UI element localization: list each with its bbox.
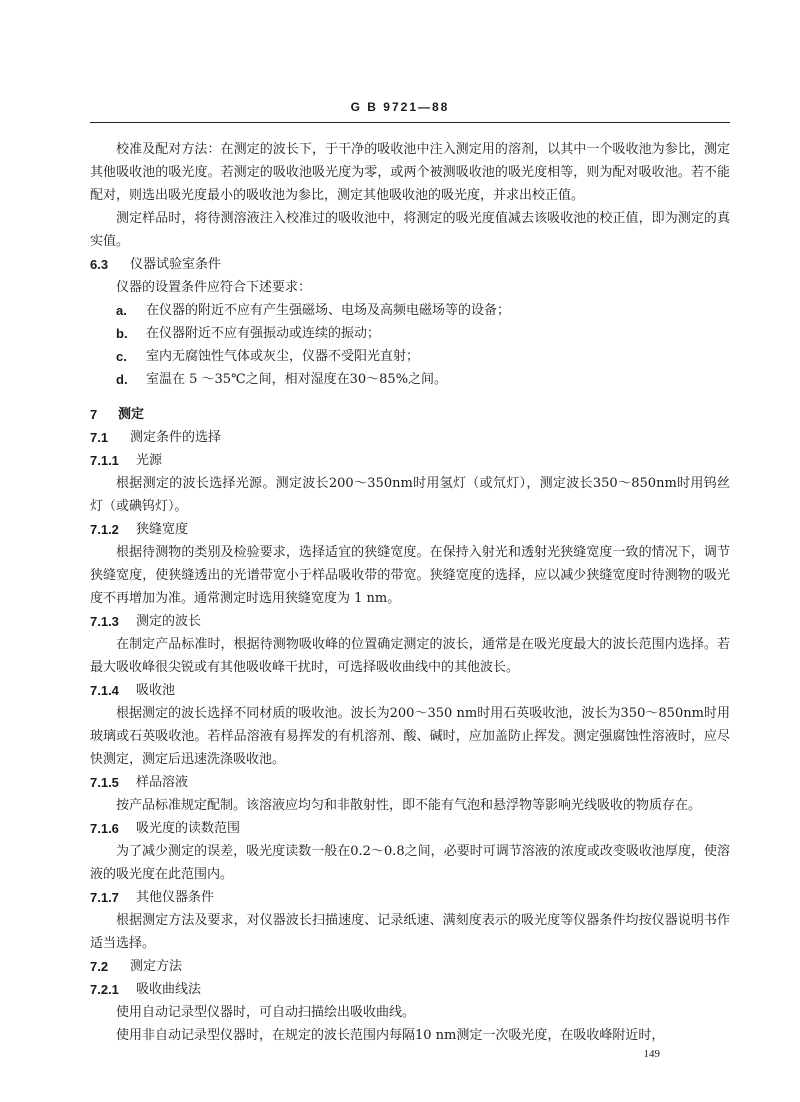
- section-title: 测定条件的选择: [130, 430, 222, 445]
- paragraph: 在制定产品标准时，根据待测物吸收峰的位置确定测定的波长，通常是在吸光度最大的波长范围内选择。若最大吸收峰很尖锐或有其他吸收峰干扰时，可选择吸收曲线中的其他波长。: [90, 637, 730, 675]
- paragraph: 按产品标准规定配制。该溶液应均匀和非散射性，即不能有气泡和悬浮物等影响光线吸收的物质存在。: [116, 798, 702, 813]
- section-number: 7: [90, 407, 98, 422]
- section-title: 测定的波长: [136, 614, 202, 629]
- paragraph: 测定样品时，将待测溶液注入校准过的吸收池中，将测定的吸光度值减去该吸收池的校正值，即为测定的真实值。: [90, 211, 730, 249]
- section-title: 吸光度的读数范围: [136, 821, 241, 836]
- paragraph: 根据测定的波长选择光源。测定波长200～350nm时用氢灯（或氘灯），测定波长350～850nm时用钨丝灯（或碘钨灯）。: [90, 476, 730, 514]
- header-rule: [90, 122, 730, 123]
- section-heading-7-1-5: [90, 771, 730, 794]
- list-item: [90, 322, 730, 345]
- section-heading-7-1: [90, 426, 730, 449]
- paragraph: 根据待测物的类别及检验要求，选择适宜的狭缝宽度。在保持入射光和透射光狭缝宽度一致的情况下，调节狭缝宽度，使狭缝透出的光谱带宽小于样品吸收带的带宽。狭缝宽度的选择，应以减少狭缝宽度时待测物的吸光度不再增加为准。通常测定时选用狭缝宽度为 1 nm。: [90, 545, 730, 606]
- paragraph: 仪器的设置条件应符合下述要求：: [116, 280, 312, 295]
- section-heading-7-2-1: [90, 978, 730, 1001]
- list-item: [90, 345, 730, 368]
- standard-header: G B 9721—88: [350, 100, 450, 114]
- section-heading-7-1-3: [90, 610, 730, 633]
- section-number: 6.3: [90, 257, 109, 272]
- section-number: 7.1.5: [90, 775, 119, 790]
- list-item-label: d.: [116, 372, 128, 387]
- paragraph: 校准及配对方法：在测定的波长下，于干净的吸收池中注入测定用的溶剂，以其中一个吸收池为参比，测定其他吸收池的吸光度。若测定的吸收池吸光度为零，或两个被测吸收池的吸光度相等，则为配对吸收池。若不能配对，则选出吸光度最小的吸收池为参比，测定其他吸收池的吸光度，并求出校正值。: [90, 142, 730, 203]
- section-number: 7.1.2: [90, 522, 119, 537]
- section-number: 7.2: [90, 959, 109, 974]
- section-title: 吸收曲线法: [136, 982, 202, 997]
- section-heading-7-1-2: [90, 518, 730, 541]
- section-heading-7-1-4: [90, 679, 730, 702]
- section-heading-7-1-1: [90, 449, 730, 472]
- list-item-label: b.: [116, 326, 128, 341]
- section-title: 其他仪器条件: [136, 890, 215, 905]
- section-title: 仪器试验室条件: [130, 257, 222, 272]
- list-item: [90, 299, 730, 322]
- section-gap: [90, 391, 730, 403]
- section-heading-7-2: [90, 955, 730, 978]
- paragraph: 使用非自动记录型仪器时，在规定的波长范围内每隔10 nm测定一次吸光度，在吸收峰附近时，: [116, 1028, 665, 1043]
- section-title: 样品溶液: [136, 775, 189, 790]
- paragraph: 根据测定的波长选择不同材质的吸收池。波长为200～350 nm时用石英吸收池，波长为350～850nm时用玻璃或石英吸收池。若样品溶液有易挥发的有机溶剂、酸、碱时，应加盖防止挥发。测定强腐蚀性溶液时，应尽快测定，测定后迅速洗涤吸收池。: [90, 706, 730, 767]
- section-heading-7-1-7: [90, 886, 730, 909]
- section-title: 测定方法: [130, 959, 183, 974]
- section-heading-7: [90, 403, 730, 426]
- section-number: 7.1: [90, 430, 109, 445]
- list-item-text: 在仪器附近不应有强振动或连续的振动；: [146, 326, 381, 341]
- document-body: [90, 138, 730, 1047]
- section-title: 光源: [136, 453, 163, 468]
- section-number: 7.1.7: [90, 890, 119, 905]
- list-item-text: 室内无腐蚀性气体或灰尘，仪器不受阳光直射；: [146, 349, 420, 364]
- list-item-text: 室温在 5 ～35℃之间，相对湿度在30～85%之间。: [146, 372, 448, 387]
- list-item-label: c.: [116, 349, 127, 364]
- paragraph: 使用自动记录型仪器时，可自动扫描绘出吸收曲线。: [116, 1005, 416, 1020]
- list-item-text: 在仪器的附近不应有产生强磁场、电场及高频电磁场等的设备；: [146, 303, 511, 318]
- section-number: 7.2.1: [90, 982, 119, 997]
- list-item: [90, 368, 730, 391]
- section-title: 测定: [118, 407, 145, 422]
- section-heading-7-1-6: [90, 817, 730, 840]
- section-title: 狭缝宽度: [136, 522, 189, 537]
- section-number: 7.1.4: [90, 683, 119, 698]
- paragraph: 根据测定方法及要求，对仪器波长扫描速度、记录纸速、满刻度表示的吸光度等仪器条件均按仪器说明书作适当选择。: [90, 913, 730, 951]
- section-number: 7.1.6: [90, 821, 119, 836]
- page-number: 149: [643, 1048, 660, 1060]
- section-number: 7.1.1: [90, 453, 119, 468]
- section-number: 7.1.3: [90, 614, 119, 629]
- paragraph: 为了减少测定的误差，吸光度读数一般在0.2～0.8之间，必要时可调节溶液的浓度或改变吸收池厚度，使溶液的吸光度在此范围内。: [90, 844, 730, 882]
- list-item-label: a.: [116, 303, 127, 318]
- section-title: 吸收池: [136, 683, 176, 698]
- section-heading-6-3: [90, 253, 730, 276]
